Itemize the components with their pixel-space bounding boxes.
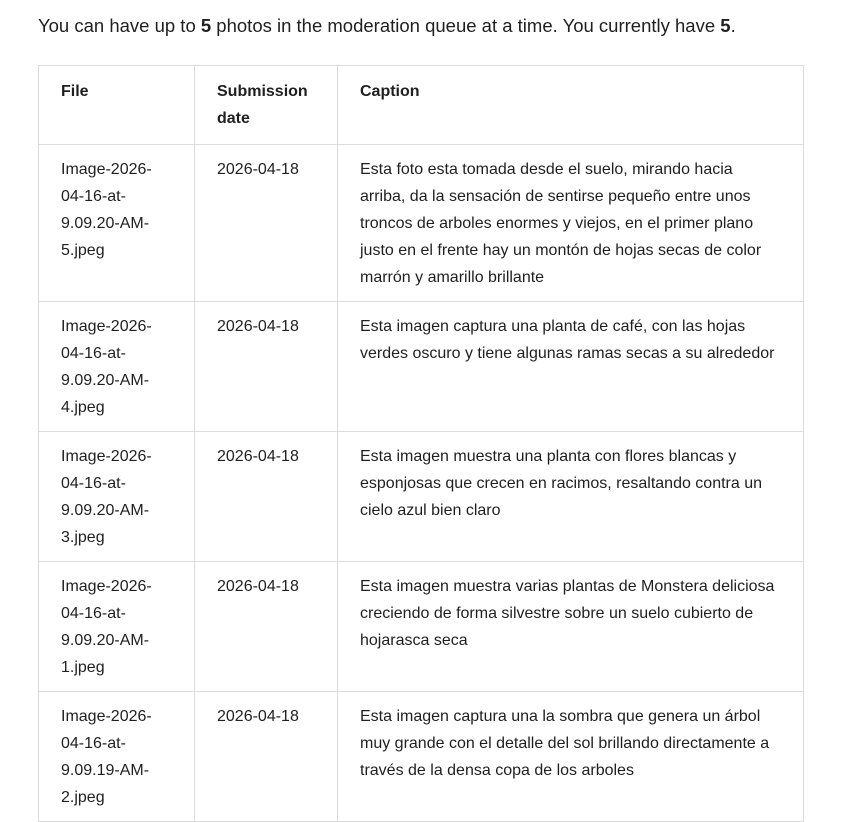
notice-prefix: You can have up to bbox=[38, 15, 201, 36]
file-name-part: 9.09.20-AM- bbox=[61, 215, 150, 232]
caption-cell: Esta imagen muestra una planta con flores blancas y esponjosas que crecen en racimos, resaltando contra un cielo azul bien claro bbox=[338, 432, 804, 562]
caption-cell: Esta imagen captura una planta de café, con las hojas verdes oscuro y tiene algunas ramas secas a su alrededor bbox=[338, 302, 804, 432]
file-name-part: 9.09.20-AM- bbox=[61, 502, 150, 519]
table-header-row bbox=[39, 66, 804, 145]
file-name-part: Image-2026- bbox=[61, 161, 152, 178]
table-row bbox=[39, 145, 804, 302]
file-name-part: Image-2026- bbox=[61, 448, 152, 465]
file-name-part: 04-16-at- bbox=[61, 345, 126, 362]
moderation-queue-table bbox=[38, 65, 804, 822]
max-photo-count: 5 bbox=[200, 15, 212, 36]
table-row bbox=[39, 562, 804, 692]
queue-limit-notice bbox=[38, 12, 838, 40]
column-header-file: File bbox=[39, 66, 195, 145]
file-name-cell bbox=[39, 432, 195, 562]
column-header-submission-date: Submission date bbox=[195, 66, 338, 145]
file-name-cell bbox=[39, 302, 195, 432]
file-name-cell bbox=[39, 562, 195, 692]
column-header-caption: Caption bbox=[338, 66, 804, 145]
submission-date-cell: 2026-04-18 bbox=[195, 145, 338, 302]
file-name-part: 9.09.20-AM- bbox=[61, 632, 150, 649]
file-name-part: Image-2026- bbox=[61, 318, 152, 335]
table-row bbox=[39, 432, 804, 562]
submission-date-cell: 2026-04-18 bbox=[195, 562, 338, 692]
file-name-part: 9.09.20-AM- bbox=[61, 372, 150, 389]
file-name-part: 2.jpeg bbox=[61, 789, 105, 806]
file-name-part: 9.09.19-AM- bbox=[61, 762, 150, 779]
submission-date-cell: 2026-04-18 bbox=[195, 692, 338, 822]
file-name-part: 04-16-at- bbox=[61, 735, 126, 752]
file-name-cell bbox=[39, 145, 195, 302]
caption-cell: Esta foto esta tomada desde el suelo, mirando hacia arriba, da la sensación de sentirse pequeño entre unos troncos de arboles enormes y viejos, en el primer plano justo en el frente hay un montón de hojas secas de color marrón y amarillo brillante bbox=[338, 145, 804, 302]
notice-middle: photos in the moderation queue at a time. You currently have bbox=[211, 15, 721, 36]
file-name-part: 1.jpeg bbox=[61, 659, 105, 676]
current-photo-count: 5 bbox=[720, 15, 731, 36]
file-name-part: 04-16-at- bbox=[61, 188, 126, 205]
submission-date-cell: 2026-04-18 bbox=[195, 432, 338, 562]
file-name-part: 4.jpeg bbox=[61, 399, 105, 416]
file-name-part: 3.jpeg bbox=[61, 529, 105, 546]
caption-cell: Esta imagen captura una la sombra que genera un árbol muy grande con el detalle del sol brillando directamente a través de la densa copa de los arboles bbox=[338, 692, 804, 822]
notice-suffix: . bbox=[730, 15, 736, 36]
table-row bbox=[39, 302, 804, 432]
file-name-cell bbox=[39, 692, 195, 822]
file-name-part: Image-2026- bbox=[61, 708, 152, 725]
caption-cell: Esta imagen muestra varias plantas de Monstera deliciosa creciendo de forma silvestre sobre un suelo cubierto de hojarasca seca bbox=[338, 562, 804, 692]
file-name-part: 04-16-at- bbox=[61, 605, 126, 622]
moderation-queue-table-container bbox=[38, 65, 803, 822]
submission-date-cell: 2026-04-18 bbox=[195, 302, 338, 432]
file-name-part: Image-2026- bbox=[61, 578, 152, 595]
file-name-part: 5.jpeg bbox=[61, 242, 105, 259]
table-row bbox=[39, 692, 804, 822]
file-name-part: 04-16-at- bbox=[61, 475, 126, 492]
